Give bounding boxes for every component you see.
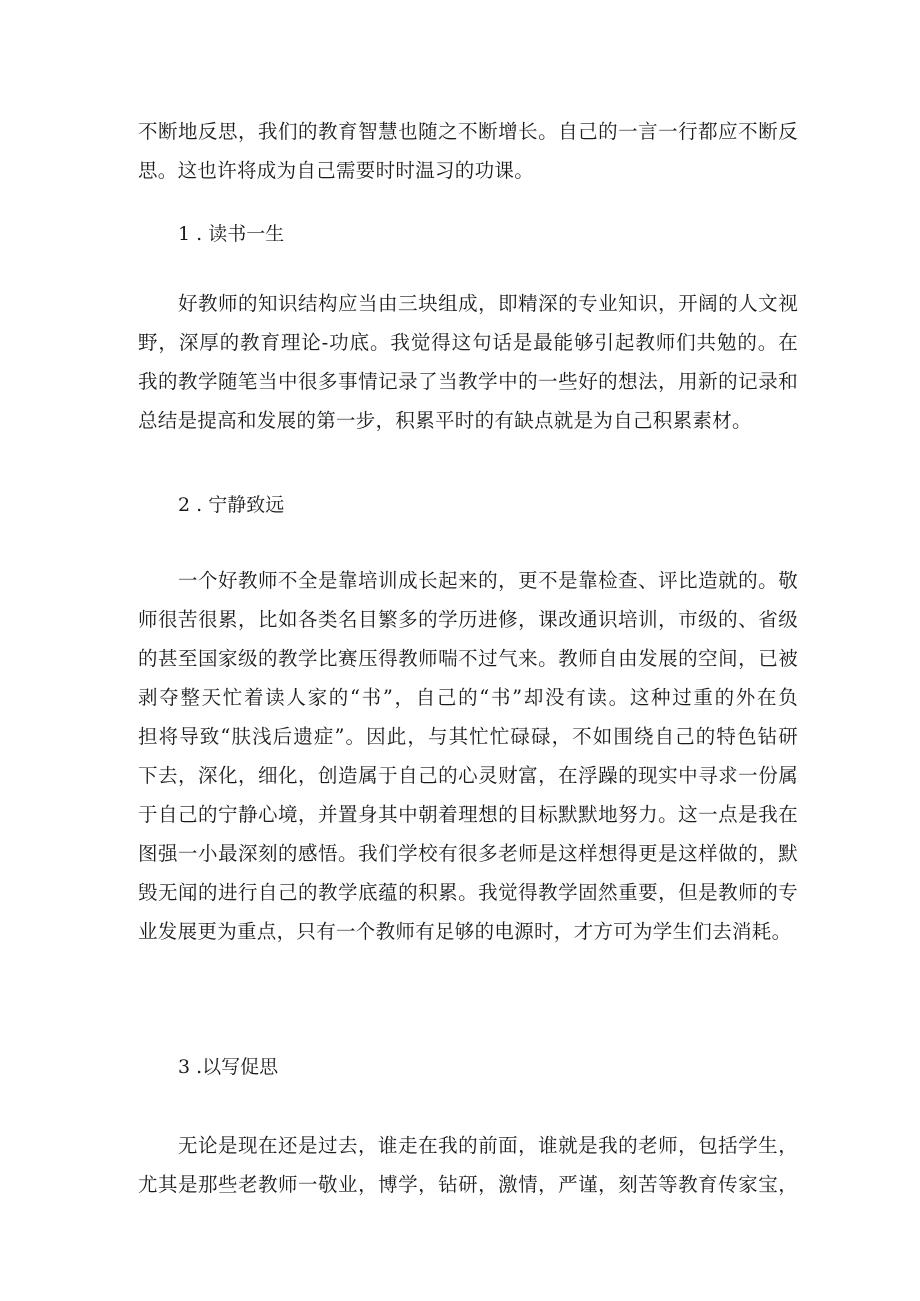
section-heading-writing: 3 .以写促思 bbox=[178, 1056, 279, 1078]
section-paragraph-reading bbox=[138, 284, 798, 440]
paragraph-line: 图强一小最深刻的感悟。我们学校有很多老师是这样想得更是这样做的，默 bbox=[138, 842, 798, 865]
paragraph-line: 一个好教师不全是靠培训成长起来的，更不是靠检查、评比造就的。敬 bbox=[178, 569, 798, 592]
paragraph-line: 不断地反思，我们的教育智慧也随之不断增长。自己的一言一行都应不断反 bbox=[138, 120, 798, 143]
paragraph-line: 的甚至国家级的教学比赛压得教师喘不过气来。教师自由发展的空间，已被 bbox=[138, 647, 798, 670]
section-paragraph-writing bbox=[138, 1126, 798, 1204]
section-paragraph-tranquility bbox=[138, 561, 798, 951]
paragraph-line: 业发展更为重点，只有一个教师有足够的电源时，才方可为学生们去消耗。 bbox=[138, 920, 792, 943]
intro-paragraph bbox=[138, 112, 798, 190]
paragraph-line: 下去，深化，细化，创造属于自己的心灵财富，在浮躁的现实中寻求一份属 bbox=[138, 764, 798, 787]
paragraph-line: 总结是提高和发展的第一步，积累平时的有缺点就是为自己积累素材。 bbox=[138, 409, 752, 432]
paragraph-line: 担将导致“肤浅后遗症”。因此，与其忙忙碌碌，不如围绕自己的特色钻研 bbox=[138, 725, 798, 748]
section-heading-reading: 1 . 读书一生 bbox=[178, 223, 285, 245]
paragraph-line: 好教师的知识结构应当由三块组成，即精深的专业知识，开阔的人文视 bbox=[178, 292, 798, 315]
section-heading-tranquility: 2 . 宁静致远 bbox=[178, 494, 285, 516]
paragraph-line: 思。这也许将成为自己需要时时温习的功课。 bbox=[138, 159, 535, 182]
paragraph-line: 于自己的宁静心境，并置身其中朝着理想的目标默默地努力。这一点是我在 bbox=[138, 803, 798, 826]
paragraph-line: 剥夺整天忙着读人家的“书”，自己的“书”却没有读。这种过重的外在负 bbox=[138, 686, 798, 709]
paragraph-line: 野，深厚的教育理论-功底。我觉得这句话是最能够引起教师们共勉的。在 bbox=[138, 331, 798, 354]
paragraph-line: 我的教学随笔当中很多事情记录了当教学中的一些好的想法，用新的记录和 bbox=[138, 370, 798, 393]
paragraph-line: 无论是现在还是过去，谁走在我的前面，谁就是我的老师，包括学生， bbox=[178, 1134, 798, 1157]
paragraph-line: 毁无闻的进行自己的教学底蕴的积累。我觉得教学固然重要，但是教师的专 bbox=[138, 881, 798, 904]
paragraph-line: 师很苦很累，比如各类名目繁多的学历进修，课改通识培训，市级的、省级 bbox=[138, 608, 798, 631]
paragraph-line: 尤其是那些老教师一敬业，博学，钻研，激情，严谨，刻苦等教育传家宝， bbox=[138, 1173, 798, 1196]
